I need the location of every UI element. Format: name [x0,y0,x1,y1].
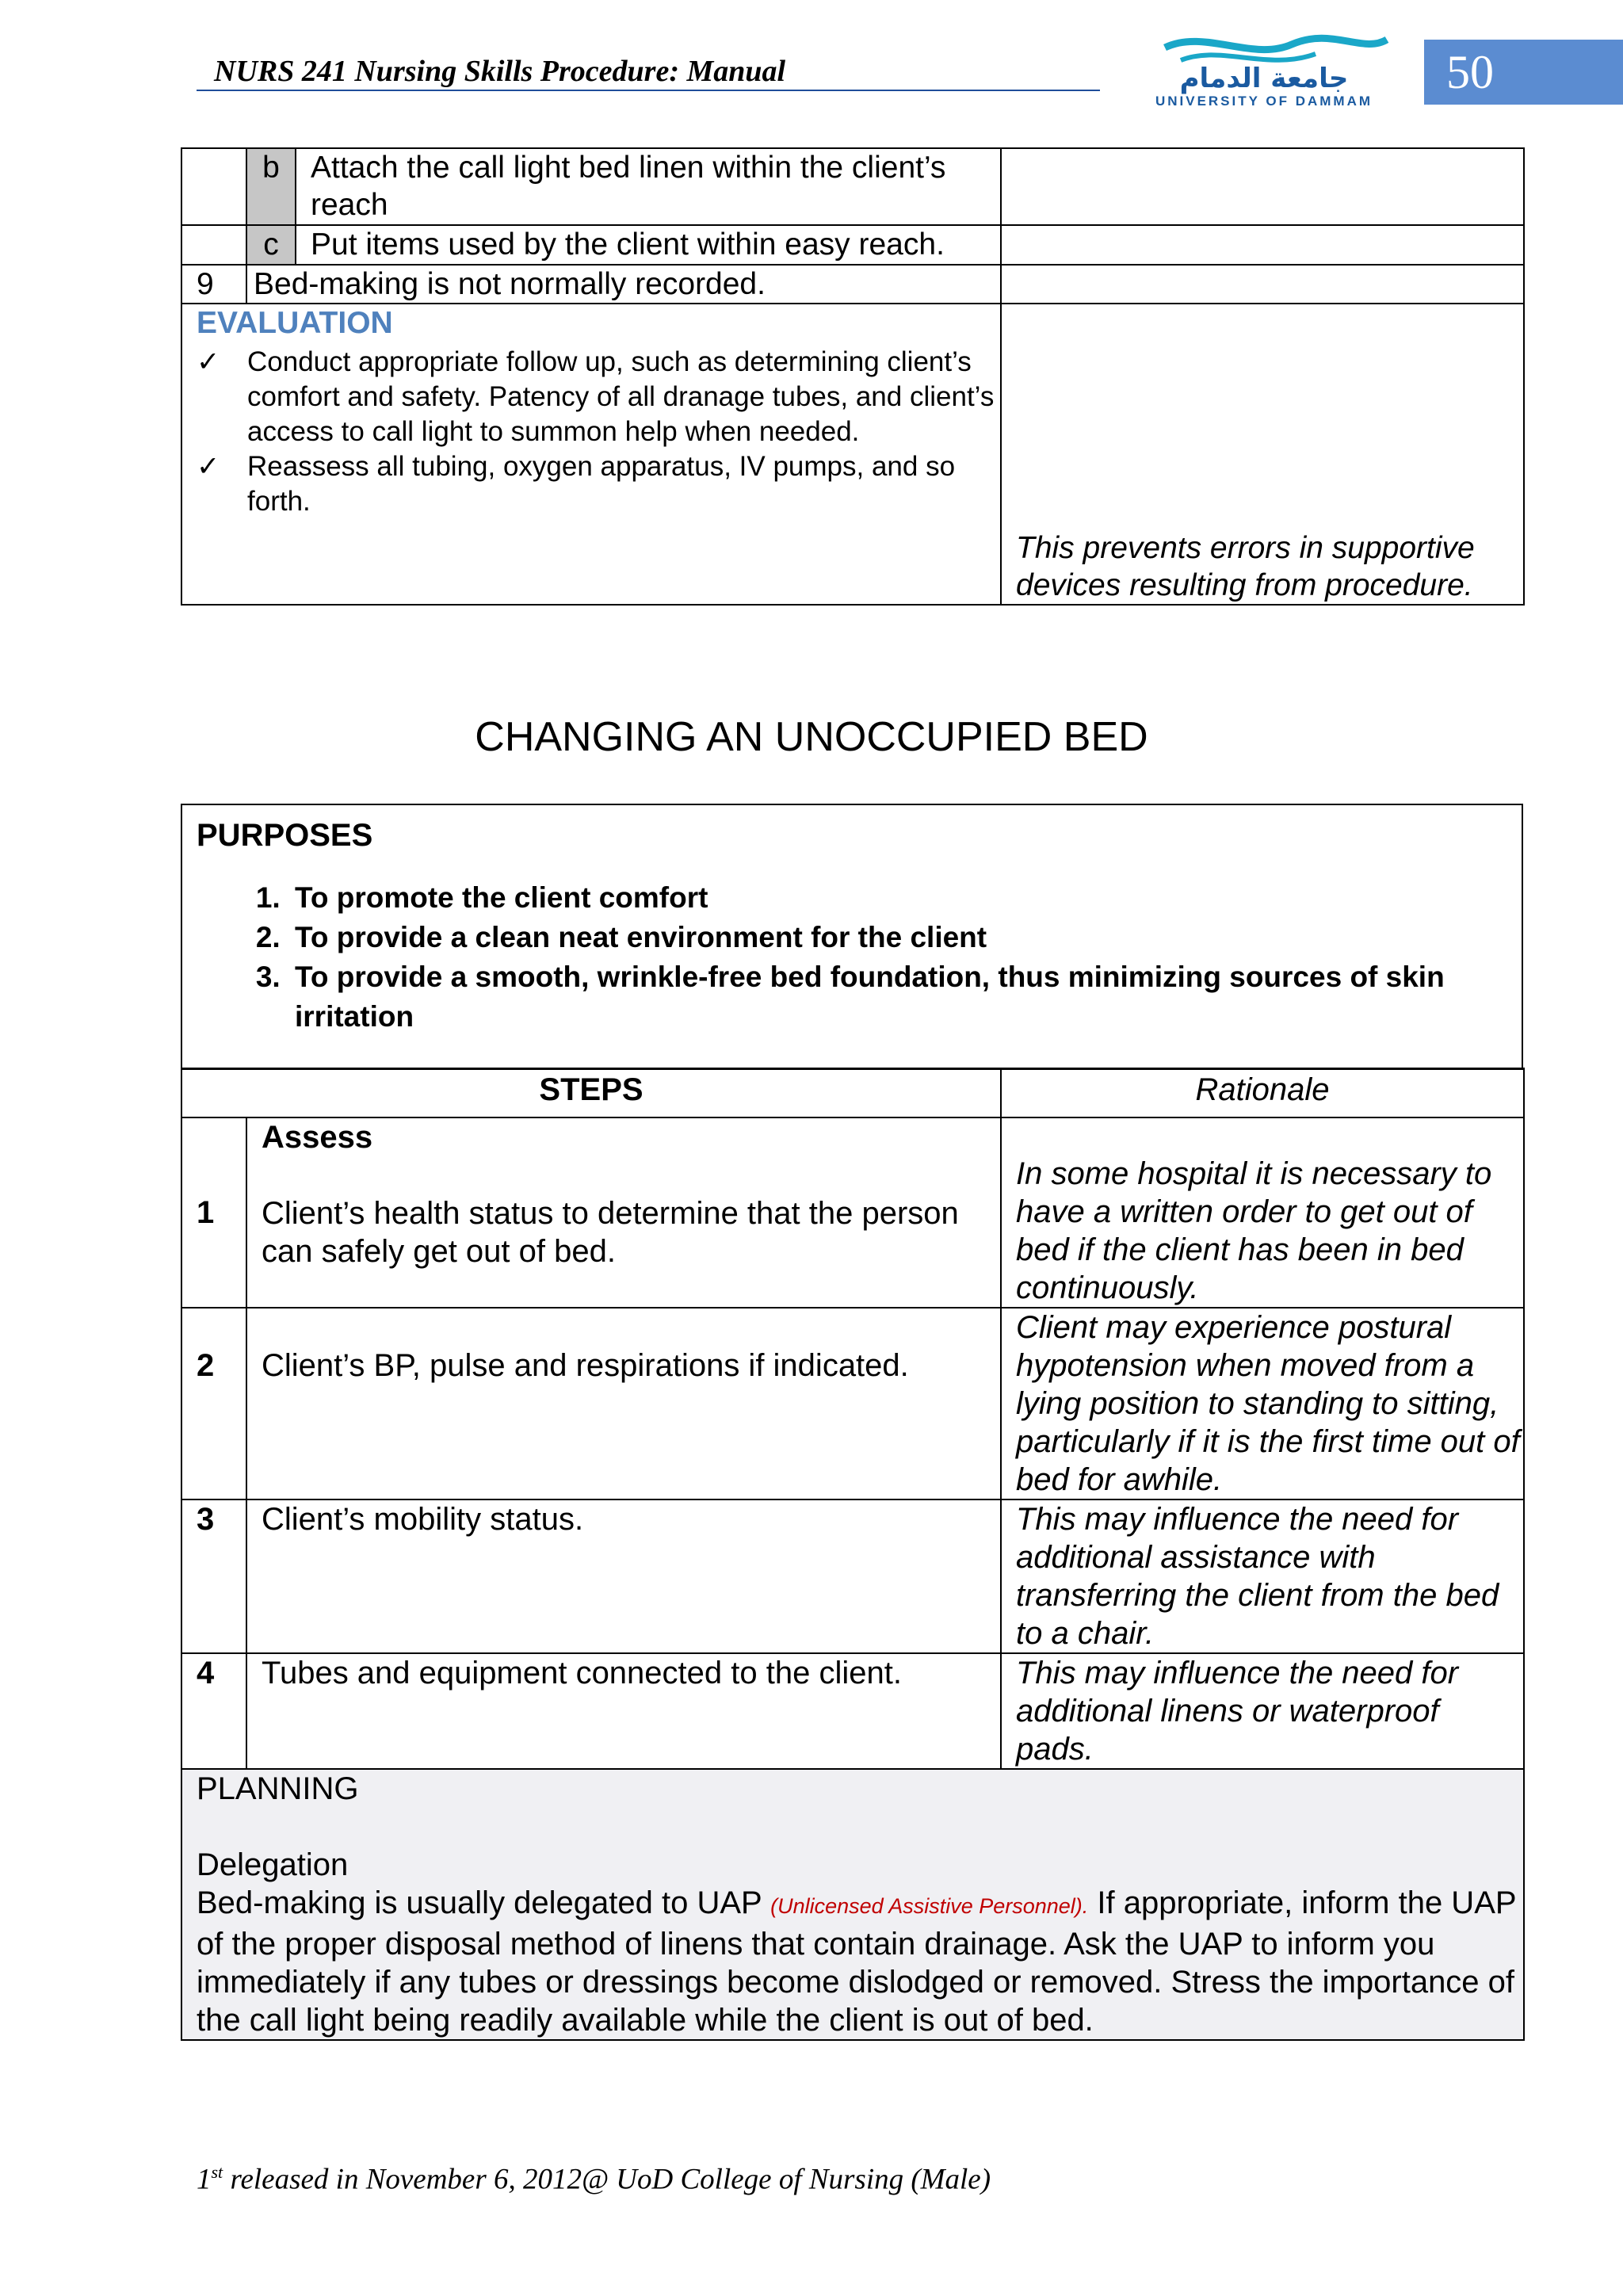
steps-table [181,1068,1525,2041]
evaluation-list [197,345,1000,519]
empty-cell [181,225,246,265]
footer-ordinal-suffix: st [211,2162,223,2182]
table-row [181,1499,1524,1653]
rationale-cell [1001,225,1524,265]
rationale-text: Client may experience postural hypotension when moved from a lying position to standing to sitting, particularly if it is the first time out of bed for awhile. [1001,1308,1524,1499]
purposes-cell [181,804,1522,1069]
purpose-item: 3. To provide a smooth, wrinkle-free bed foundation, thus minimizing sources of skin irritation [288,957,1522,1037]
table-row [181,225,1524,265]
table-row [181,148,1524,225]
header-rule [197,90,1100,91]
planning-cell [181,1769,1524,2040]
footer [197,2162,991,2196]
delegation-text-rest: If appropriate, inform the UAP of the proper disposal method of linens that contain drainage. Ask the UAP to inform you immediately if any tubes or dressings become dislodged or removed. Stress the importance of the call light being readily available while the client is out of bed. [197,1885,1516,2038]
rationale-text: This may influence the need for additional linens or waterproof pads. [1001,1653,1524,1769]
header-title: NURS 241 Nursing Skills Procedure: Manual [214,55,786,88]
step-letter: b [246,148,296,225]
purposes-list [197,878,1522,1037]
step-number: 9 [181,265,246,304]
delegation-heading: Delegation [197,1847,349,1882]
footer-ordinal: 1 [197,2163,212,2196]
purpose-item: 2. To provide a clean neat environment for the client [288,918,1522,957]
rationale-text: In some hospital it is necessary to have a written order to get out of bed if the client has been in bed continuously. [1001,1117,1524,1308]
table-header-row [181,1068,1524,1117]
planning-heading: PLANNING [197,1771,359,1806]
step-number: 2 [181,1308,246,1499]
table-row [181,265,1524,304]
rationale-header: Rationale [1001,1068,1524,1117]
table-row [181,1117,1524,1308]
rationale-cell [1001,148,1524,225]
delegation-text [197,1884,1523,2039]
step-number: 4 [181,1653,246,1769]
step-text: Bed-making is not normally recorded. [246,265,1001,304]
step-text: Client’s mobility status. [246,1499,1001,1653]
footer-text: released in November 6, 2012@ UoD College of Nursing (Male) [223,2163,991,2196]
uap-definition: (Unlicensed Assistive Personnel). [770,1894,1089,1918]
evaluation-cell [181,304,1001,605]
logo-arabic-text: جامعة الدمام [1179,63,1349,94]
step-number: 1 [181,1117,246,1308]
step-text: Client’s health status to determine that the person can safely get out of bed. [262,1196,959,1269]
rationale-text: This may influence the need for additional assistance with transferring the client from the bed to a chair. [1001,1499,1524,1653]
evaluation-item: ✓ Reassess all tubing, oxygen apparatus, IV pumps, and so forth. [247,449,1000,519]
planning-row [181,1769,1524,2040]
purpose-item: 1. To promote the client comfort [288,878,1522,918]
evaluation-item: ✓ Conduct appropriate follow up, such as determining client’s comfort and safety. Patency of all dranage tubes, and client’s access to call light to summon help when needed. [247,345,1000,449]
table-row [181,1308,1524,1499]
logo-english-text: UNIVERSITY OF DAMMAM [1155,94,1373,109]
rationale-cell [1001,265,1524,304]
table-row [181,1653,1524,1769]
step-text-cell [246,1117,1001,1308]
step-letter: c [246,225,296,265]
purposes-table [181,804,1523,1070]
rationale-cell: This prevents errors in supportive devices resulting from procedure. [1001,304,1524,605]
university-logo [1133,30,1395,109]
purposes-heading: PURPOSES [197,818,373,853]
step-text: Tubes and equipment connected to the client. [246,1653,1001,1769]
page-number: 50 [1424,40,1623,105]
delegation-text-start: Bed-making is usually delegated to UAP [197,1885,771,1920]
assess-label: Assess [262,1120,373,1155]
evaluation-row [181,304,1524,605]
step-number: 3 [181,1499,246,1653]
step-text: Attach the call light bed linen within the client’s reach [296,148,1001,225]
step-text: Client’s BP, pulse and respirations if indicated. [246,1308,1001,1499]
empty-cell [181,148,246,225]
step-text: Put items used by the client within easy reach. [296,225,1001,265]
steps-header: STEPS [181,1068,1001,1117]
continuation-table [181,147,1525,606]
section-title: CHANGING AN UNOCCUPIED BED [475,714,1148,760]
evaluation-heading: EVALUATION [197,306,393,340]
